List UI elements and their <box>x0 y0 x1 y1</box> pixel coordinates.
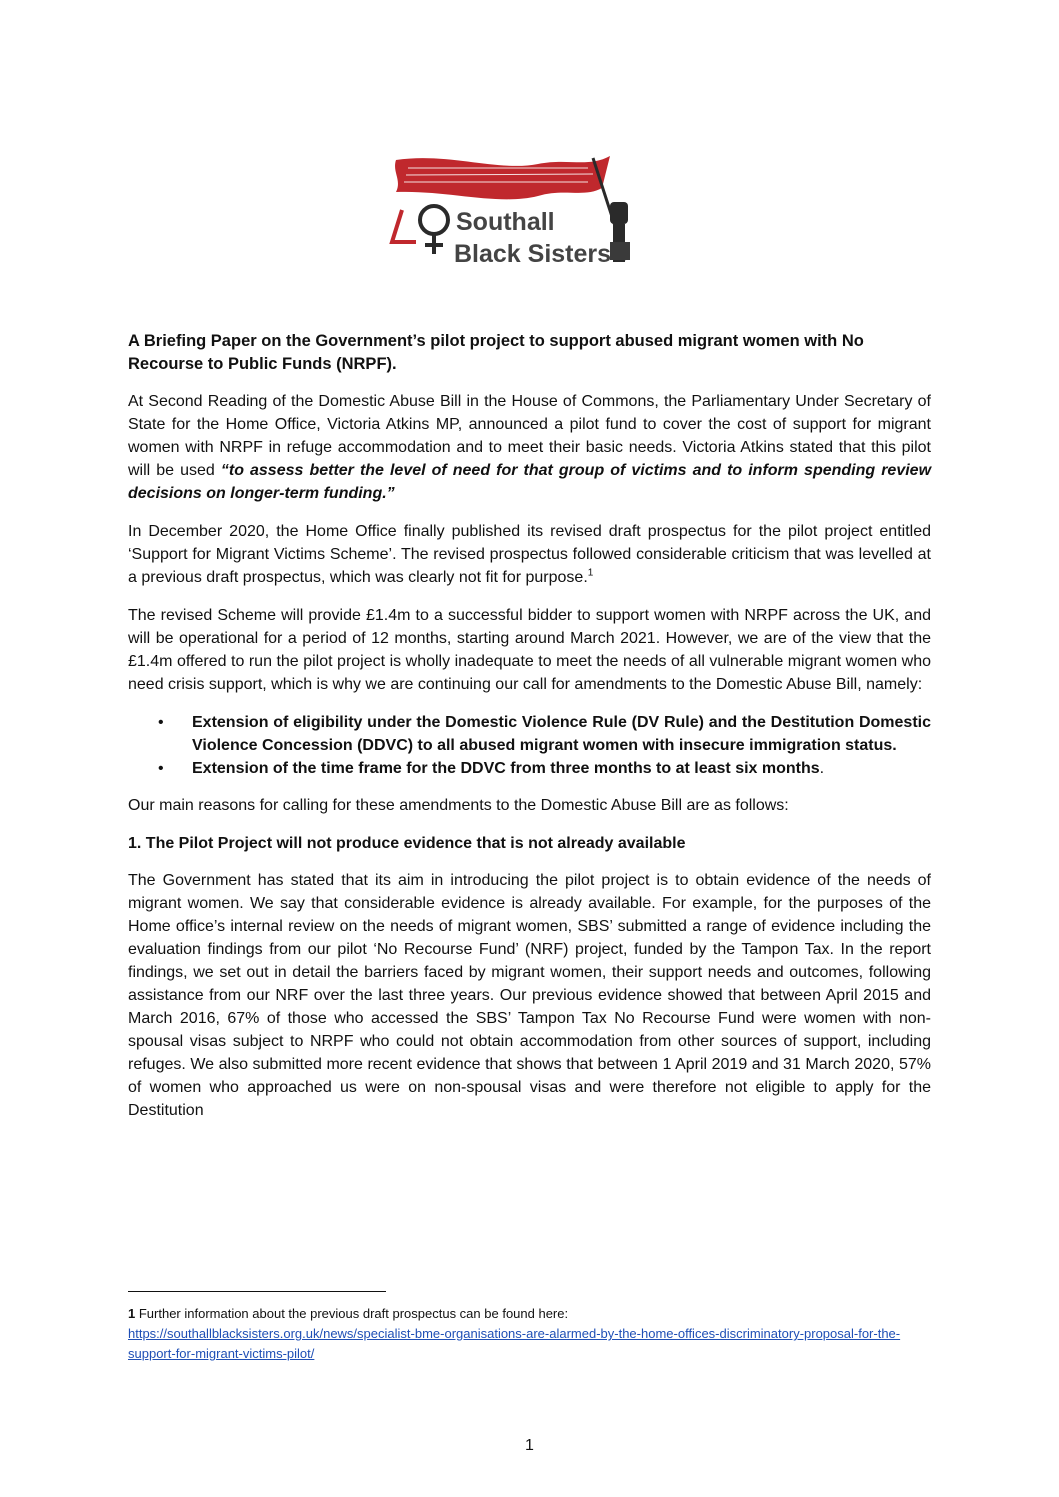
bullet-marker: • <box>158 714 164 731</box>
atkins-quote: “to assess better the level of need for that group of victims and to inform spending review decisions on longer-term funding.” <box>128 462 932 502</box>
paragraph-evidence: The Government has stated that its aim in introducing the pilot project is to obtain evidence of the needs of migrant women. We say that considerable evidence is already available. For example, for the purposes of the Home office’s internal review on the needs of migrant women, SBS’ submitted a range of evidence including the evaluation findings from our pilot ‘No Recourse Fund’ (NRF) project, funded by the Tampon Tax. In the report findings, we set out in detail the barriers faced by migrant women, their support needs and outcomes, following assistance from our NRF over the last three years. Our previous evidence showed that between April 2015 and March 2016, 67% of those who accessed the SBS’ Tampon Tax No Recourse Fund were women with non-spousal visas subject to NRPF who could not obtain accommodation from other sources of support, including refuges. We also submitted more recent evidence that shows that between 1 April 2019 and 31 March 2020, 57% of women who approached us were on non-spousal visas and were therefore not eligible to apply for the Destitution <box>128 872 931 1119</box>
footnote-number: 1 <box>128 1306 136 1321</box>
footnote <box>128 1304 928 1364</box>
svg-text:Black Sisters: Black Sisters <box>454 240 612 268</box>
list-item: • Extension of eligibility under the Domestic Violence Rule (DV Rule) and the Destitution Domestic Violence Concession (DDVC) to all abused migrant women with insecure immigration status. <box>128 711 931 757</box>
footnote-text: Further information about the previous draft prospectus can be found here: <box>135 1306 569 1321</box>
page-title: A Briefing Paper on the Government’s pilot project to support abused migrant women with No Recourse to Public Funds (NRPF). <box>128 332 864 373</box>
paragraph-second-reading: At Second Reading of the Domestic Abuse Bill in the House of Commons, the Parliamentary Under Secretary of State for the Home Office, Victoria Atkins MP, announced a pilot fund to cover the cost of support for migrant women with NRPF in refuge accommodation and to meet their basic needs. Victoria Atkins stated that this pilot will be used “to assess better the level of need for that group of victims and to inform spending review decisions on longer-term funding.” <box>128 393 932 502</box>
list-item: • Extension of the time frame for the DDVC from three months to at least six months. <box>128 757 931 780</box>
document-body <box>128 330 931 1137</box>
footnote-divider <box>128 1291 386 1292</box>
footnote-link[interactable]: https://southallblacksisters.org.uk/news/specialist-bme-organisations-are-alarmed-by-the-home-offices-discriminatory-proposal-for-the-support-for-migrant-victims-pilot/ <box>128 1326 901 1361</box>
paragraph-revised-scheme: The revised Scheme will provide £1.4m to a successful bidder to support women with NRPF across the UK, and will be operational for a period of 12 months, starting around March 2021. However, we are of the view that the £1.4m offered to run the pilot project is wholly inadequate to meet the needs of all vulnerable migrant women who need crisis support, which is why we are continuing our call for amendments to the Domestic Abuse Bill, namely: <box>128 607 931 693</box>
southall-black-sisters-logo <box>388 150 638 275</box>
footnote-ref[interactable]: 1 <box>587 567 594 579</box>
page-number: 1 <box>525 1437 534 1454</box>
svg-text:Southall: Southall <box>456 208 555 236</box>
paragraph-revised-prospectus: In December 2020, the Home Office finally published its revised draft prospectus for the pilot project entitled ‘Support for Migrant Victims Scheme’. The revised prospectus followed considerable criticism that was levelled at a previous draft prospectus, which was clearly not fit for purpose.$^1$ <box>128 523 931 586</box>
amendments-list <box>128 711 931 780</box>
bullet-marker: • <box>158 760 164 777</box>
section-heading: 1. The Pilot Project will not produce evidence that is not already available <box>128 835 686 852</box>
paragraph-main-reasons: Our main reasons for calling for these amendments to the Domestic Abuse Bill are as follows: <box>128 797 789 814</box>
